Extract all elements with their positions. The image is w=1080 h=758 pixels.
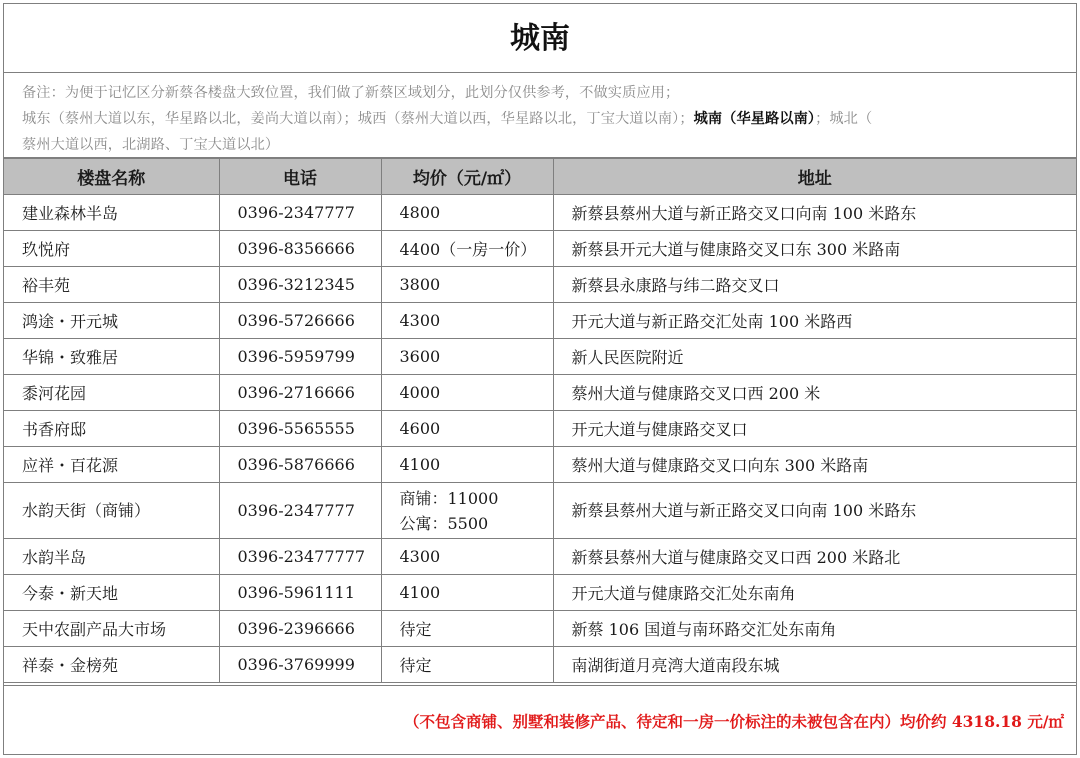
cell-phone: 0396-3212345: [219, 267, 381, 303]
table-row: [4, 611, 1076, 647]
cell-price: 4400（一房一价）: [381, 231, 553, 267]
cell-price: 4300: [381, 303, 553, 339]
cell-price: 待定: [381, 647, 553, 683]
cell-address: 新蔡县永康路与纬二路交叉口: [553, 267, 1076, 303]
cell-address: 开元大道与健康路交叉口: [553, 411, 1076, 447]
cell-name: 应祥・百花源: [4, 447, 219, 483]
header-phone: 电话: [219, 159, 381, 195]
table-row: [4, 539, 1076, 575]
listing-table: [4, 158, 1076, 683]
table-row: [4, 447, 1076, 483]
cell-name: 水韵半岛: [4, 539, 219, 575]
table-header-row: [4, 159, 1076, 195]
cell-price-line-1: 商铺：11000: [399, 488, 499, 508]
note-line-3: 蔡州大道以西，北湖路、丁宝大道以北）: [22, 137, 280, 153]
cell-name: 黍河花园: [4, 375, 219, 411]
note-highlight-south: 城南（华星路以南）: [693, 111, 816, 127]
cell-phone: 0396-2716666: [219, 375, 381, 411]
cell-name: 玖悦府: [4, 231, 219, 267]
cell-phone: 0396-5961111: [219, 575, 381, 611]
header-price: 均价（元/㎡）: [381, 159, 553, 195]
page-title: 城南: [4, 4, 1076, 73]
header-address: 地址: [553, 159, 1076, 195]
note-line-2-a: 城东（蔡州大道以东，华星路以北，姜尚大道以南）；城西（蔡州大道以西，华星路以北，丁宝大道以南）；: [22, 111, 694, 127]
cell-phone: 0396-2396666: [219, 611, 381, 647]
table-row: [4, 339, 1076, 375]
cell-address: 新蔡县蔡州大道与健康路交叉口西 200 米路北: [553, 539, 1076, 575]
cell-address: 开元大道与新正路交汇处南 100 米路西: [553, 303, 1076, 339]
cell-address: 蔡州大道与健康路交叉口西 200 米: [553, 375, 1076, 411]
cell-name: 水韵天街（商铺）: [4, 483, 219, 539]
cell-address: 新蔡县开元大道与健康路交叉口东 300 米路南: [553, 231, 1076, 267]
cell-price-line-2: 公寓：5500: [399, 513, 489, 533]
table-row: [4, 303, 1076, 339]
table-row: [4, 483, 1076, 539]
cell-phone: 0396-5959799: [219, 339, 381, 375]
table-row: [4, 231, 1076, 267]
cell-address: 开元大道与健康路交汇处东南角: [553, 575, 1076, 611]
cell-price: 4300: [381, 539, 553, 575]
cell-address: 新蔡县蔡州大道与新正路交叉口向南 100 米路东: [553, 483, 1076, 539]
region-note: [4, 73, 1076, 158]
cell-name: 今泰・新天地: [4, 575, 219, 611]
cell-name: 书香府邸: [4, 411, 219, 447]
header-name: 楼盘名称: [4, 159, 219, 195]
cell-address: 南湖街道月亮湾大道南段东城: [553, 647, 1076, 683]
cell-address: 新蔡 106 国道与南环路交汇处东南角: [553, 611, 1076, 647]
cell-phone: 0396-5565555: [219, 411, 381, 447]
cell-price: 4800: [381, 195, 553, 231]
table-row: [4, 575, 1076, 611]
cell-name: 天中农副产品大市场: [4, 611, 219, 647]
cell-name: 建业森林半岛: [4, 195, 219, 231]
cell-phone: 0396-3769999: [219, 647, 381, 683]
cell-price: 4600: [381, 411, 553, 447]
cell-phone: 0396-5726666: [219, 303, 381, 339]
table-row: [4, 375, 1076, 411]
cell-name: 祥泰・金榜苑: [4, 647, 219, 683]
note-line-1: 备注：为便于记忆区分新蔡各楼盘大致位置，我们做了新蔡区域划分，此划分仅供参考，不做实质应用；: [22, 85, 680, 101]
table-row: [4, 647, 1076, 683]
note-line-2: [22, 106, 1064, 132]
cell-price: 3600: [381, 339, 553, 375]
table-row: [4, 411, 1076, 447]
cell-phone: 0396-23477777: [219, 539, 381, 575]
cell-name: 鸿途・开元城: [4, 303, 219, 339]
cell-phone: 0396-5876666: [219, 447, 381, 483]
cell-name: 裕丰苑: [4, 267, 219, 303]
cell-price: 4000: [381, 375, 553, 411]
cell-phone: 0396-2347777: [219, 195, 381, 231]
cell-price: 4100: [381, 447, 553, 483]
cell-price: 3800: [381, 267, 553, 303]
table-row: [4, 267, 1076, 303]
table-row: [4, 195, 1076, 231]
cell-address: 新蔡县蔡州大道与新正路交叉口向南 100 米路东: [553, 195, 1076, 231]
cell-phone: 0396-8356666: [219, 231, 381, 267]
average-price-footer: （不包含商铺、别墅和装修产品、待定和一房一价标注的未被包含在内）均价约 4318.18 元/㎡: [4, 685, 1076, 754]
listing-sheet: [3, 3, 1077, 755]
cell-address: 蔡州大道与健康路交叉口向东 300 米路南: [553, 447, 1076, 483]
cell-phone: 0396-2347777: [219, 483, 381, 539]
cell-address: 新人民医院附近: [553, 339, 1076, 375]
cell-price: 4100: [381, 575, 553, 611]
cell-price: 待定: [381, 611, 553, 647]
cell-price: [381, 483, 553, 539]
note-line-2-b: ；城北（: [815, 111, 873, 127]
cell-name: 华锦・致雅居: [4, 339, 219, 375]
